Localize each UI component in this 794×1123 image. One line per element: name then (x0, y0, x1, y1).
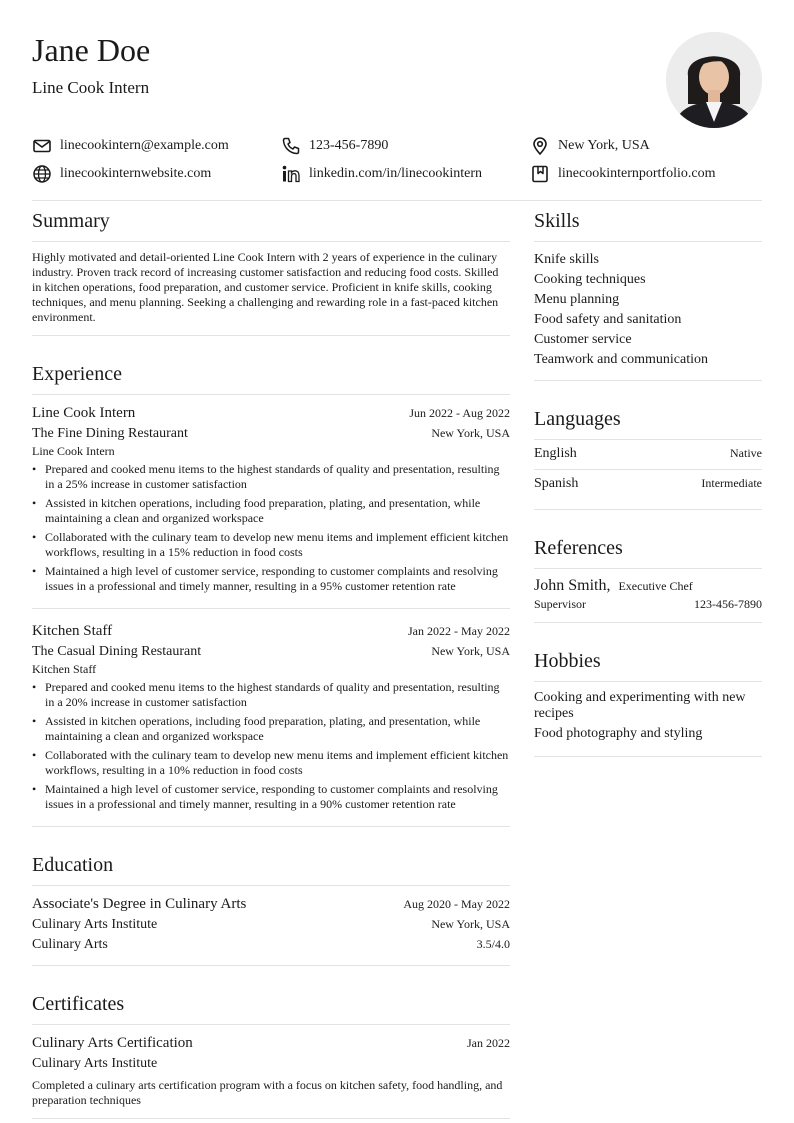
profile-photo-image (666, 32, 762, 128)
languages-heading: Languages (534, 399, 762, 440)
contact-website[interactable] (32, 162, 211, 186)
certificate-name: Culinary Arts Certification (32, 1035, 193, 1051)
hobby-item: Food photography and styling (534, 726, 703, 741)
job-location: New York, USA (431, 426, 510, 440)
summary-heading: Summary (32, 201, 510, 242)
certificate-description: Completed a culinary arts certification program with a focus on kitchen safety, food handling, and preparation techniques (32, 1078, 503, 1107)
education-section (32, 845, 510, 966)
location-text: New York, USA (558, 138, 650, 153)
job-bullets (32, 680, 510, 812)
education-dates: Aug 2020 - May 2022 (403, 897, 510, 911)
experience-section-continued (32, 621, 510, 827)
experience-entry (32, 621, 510, 812)
globe-icon (32, 164, 52, 184)
job-company: The Fine Dining Restaurant (32, 426, 188, 441)
job-bullet: • Maintained a high level of customer service, responding to customer complaints and resolving issues in a professional and timely manner, resulting in a 95% customer retention rate (32, 564, 510, 594)
skill-item: Knife skills (534, 252, 599, 267)
skill-item: Cooking techniques (534, 272, 646, 287)
job-bullet: • Assisted in kitchen operations, including food preparation, plating, and presentation, while maintaining a clean and organized workspace (32, 496, 510, 526)
contact-location (530, 134, 650, 158)
phone-text: 123-456-7890 (309, 138, 389, 153)
contact-email[interactable] (32, 134, 229, 158)
location-pin-icon (530, 136, 550, 156)
job-bullet: • Maintained a high level of customer service, responding to customer complaints and resolving issues in a professional and timely manner, resulting in a 90% customer retention rate (32, 782, 510, 812)
summary-text: Highly motivated and detail-oriented Line Cook Intern with 2 years of experience in the culinary industry. Proven track record of increasing customer satisfaction and reducing food costs. Skilled in kitchen operations, food preparation, and customer service. Proficient in knife skills, cooking techniques, and menu planning. Seeking a challenging and rewarding role in a fast-paced kitchen environment. (32, 250, 499, 324)
reference-phone: 123-456-7890 (694, 597, 762, 611)
job-dates: Jun 2022 - Aug 2022 (409, 406, 510, 420)
email-text: linecookintern@example.com (60, 138, 229, 153)
hobbies-section (534, 641, 762, 757)
job-bullet: • Prepared and cooked menu items to the highest standards of quality and presentation, resulting in a 20% increase in customer satisfaction (32, 680, 510, 710)
mail-icon (32, 136, 52, 156)
contact-linkedin[interactable] (281, 162, 482, 186)
language-name: Spanish (534, 476, 579, 491)
education-field: Culinary Arts (32, 937, 108, 952)
job-dates: Jan 2022 - May 2022 (408, 624, 510, 638)
hobby-item: Cooking and experimenting with new recipes (534, 690, 746, 721)
experience-heading: Experience (32, 354, 510, 395)
reference-position: Executive Chef (618, 579, 693, 593)
references-heading: References (534, 528, 762, 569)
education-gpa: 3.5/4.0 (476, 937, 510, 951)
certificate-date: Jan 2022 (467, 1036, 510, 1050)
hobbies-heading: Hobbies (534, 641, 762, 682)
job-company: The Casual Dining Restaurant (32, 644, 202, 659)
job-bullet: • Assisted in kitchen operations, including food preparation, plating, and presentation, while maintaining a clean and organized workspace (32, 714, 510, 744)
side-column (534, 201, 762, 757)
candidate-name: Jane Doe (32, 32, 151, 68)
job-position: Line Cook Intern (32, 405, 136, 421)
job-bullet: • Prepared and cooked menu items to the highest standards of quality and presentation, resulting in a 25% increase in customer satisfaction (32, 462, 510, 492)
linkedin-icon (281, 164, 301, 184)
linkedin-text: linkedin.com/in/linecookintern (309, 166, 483, 181)
contact-portfolio[interactable] (530, 162, 715, 186)
profile-photo (666, 32, 762, 128)
skill-item: Teamwork and communication (534, 352, 708, 367)
job-bullet: • Collaborated with the culinary team to develop new menu items and implement efficient kitchen workflows, resulting in a 10% reduction in food costs (32, 748, 510, 778)
education-heading: Education (32, 845, 510, 886)
certificates-section (32, 984, 510, 1119)
candidate-title: Line Cook Intern (32, 78, 150, 97)
contact-info (32, 134, 762, 190)
language-level: Native (730, 446, 762, 460)
contact-phone[interactable] (281, 134, 388, 158)
job-position: Kitchen Staff (32, 623, 113, 639)
phone-icon (281, 136, 301, 156)
reference-name: John Smith, (534, 577, 611, 594)
language-level: Intermediate (701, 476, 762, 490)
references-section (534, 528, 762, 623)
education-degree: Associate's Degree in Culinary Arts (32, 896, 247, 912)
skills-section (534, 201, 762, 381)
portfolio-text: linecookinternportfolio.com (558, 166, 716, 181)
education-location: New York, USA (431, 917, 510, 931)
reference-relation: Supervisor (534, 597, 586, 611)
portfolio-bookmark-icon (530, 164, 550, 184)
website-text: linecookinternwebsite.com (60, 166, 212, 181)
main-column (32, 201, 510, 1119)
language-row (534, 440, 762, 469)
certificates-heading: Certificates (32, 984, 510, 1025)
summary-section (32, 201, 510, 336)
skill-item: Customer service (534, 332, 632, 347)
languages-section (534, 399, 762, 510)
skills-heading: Skills (534, 201, 762, 242)
education-school: Culinary Arts Institute (32, 917, 158, 932)
job-bullet: • Collaborated with the culinary team to develop new menu items and implement efficient kitchen workflows, resulting in a 15% reduction in food costs (32, 530, 510, 560)
language-name: English (534, 446, 577, 461)
skill-item: Food safety and sanitation (534, 312, 682, 327)
certificate-issuer: Culinary Arts Institute (32, 1056, 158, 1071)
experience-entry (32, 403, 510, 594)
job-location: New York, USA (431, 644, 510, 658)
job-role: Kitchen Staff (32, 662, 97, 676)
language-row (534, 469, 762, 499)
skill-item: Menu planning (534, 292, 620, 307)
job-bullets (32, 462, 510, 594)
experience-section (32, 354, 510, 609)
job-role: Line Cook Intern (32, 444, 115, 458)
